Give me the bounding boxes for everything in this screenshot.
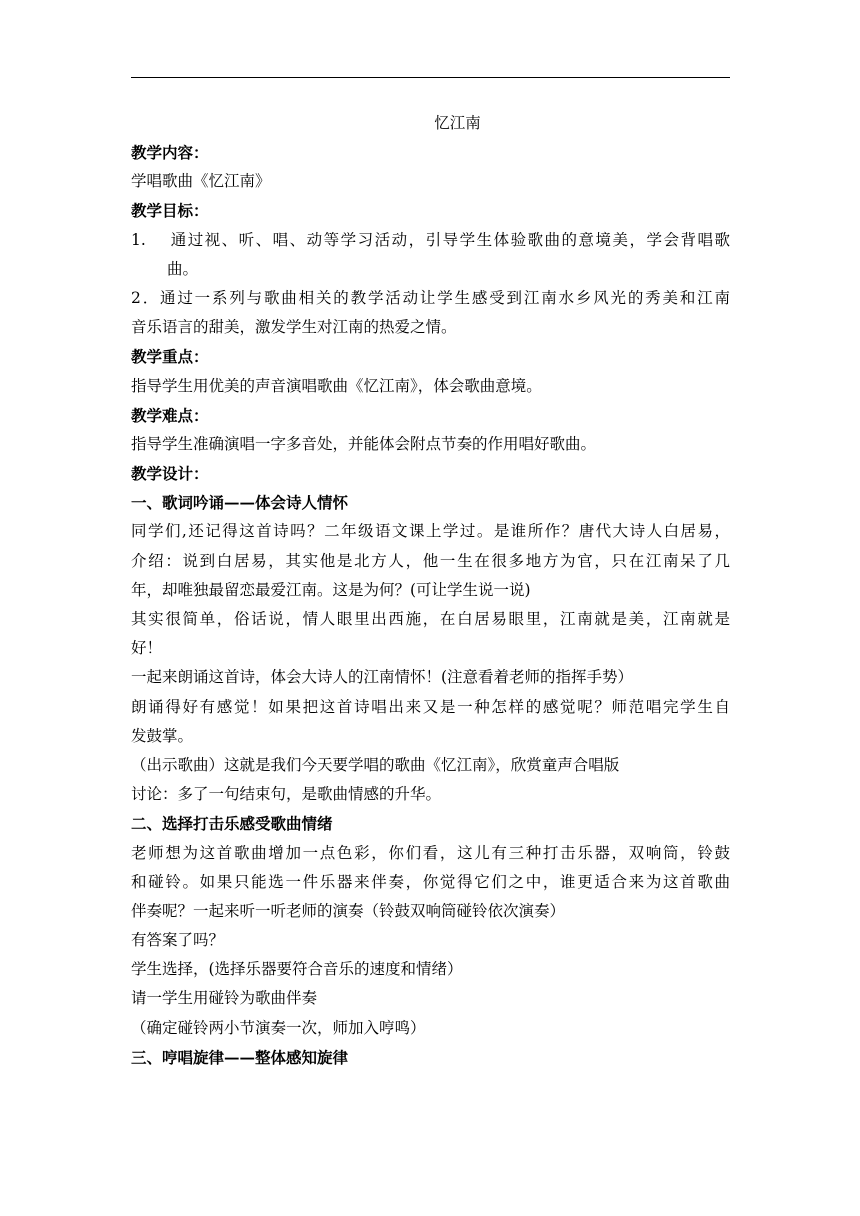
section-heading: 三、哼唱旋律——整体感知旋律 <box>131 1047 349 1067</box>
section-heading: 教学难点： <box>131 405 209 425</box>
document-lines <box>131 138 730 1072</box>
section-heading: 二、选择打击乐感受歌曲情绪 <box>131 814 333 834</box>
text-line: 其实很简单，俗话说，情人眼里出西施，在白居易眼里，江南就是美，江南就是 <box>131 610 730 628</box>
document-title: 忆江南 <box>434 114 481 132</box>
text-line: 讨论：多了一句结束句，是歌曲情感的升华。 <box>131 785 442 804</box>
text-line: 朗诵得好有感觉！如果把这首诗唱出来又是一种怎样的感觉呢？师范唱完学生自 <box>131 697 730 716</box>
text-line: 曲。 <box>167 259 199 278</box>
text-line: 年，却唯独最留恋最爱江南。这是为何？(可让学生说一说) <box>131 580 531 599</box>
text-line: 一起来朗诵这首诗，体会大诗人的江南情怀！(注意看着老师的指挥手势） <box>131 668 634 687</box>
text-line: 学唱歌曲《忆江南》 <box>131 172 271 191</box>
section-heading: 教学目标： <box>131 201 209 221</box>
text-line: 发鼓掌。 <box>131 726 194 745</box>
text-line: 指导学生用优美的声音演唱歌曲《忆江南》，体会歌曲意境。 <box>131 376 542 395</box>
text-line: 音乐语言的甜美，激发学生对江南的热爱之情。 <box>131 318 457 337</box>
text-line: 同学们,还记得这首诗吗？二年级语文课上学过。是谁所作？唐代大诗人白居易， <box>131 522 730 541</box>
text-line: （确定碰铃两小节演奏一次，师加入哼鸣） <box>131 1018 426 1037</box>
text-line: 老师想为这首歌曲增加一点色彩，你们看，这儿有三种打击乐器，双响筒，铃鼓 <box>131 843 730 862</box>
section-heading: 教学内容： <box>131 143 209 162</box>
text-line: 2．通过一系列与歌曲相关的教学活动让学生感受到江南水乡风光的秀美和江南 <box>131 288 730 307</box>
header-rule <box>131 77 730 78</box>
text-line: 和碰铃。如果只能选一件乐器来伴奏，你觉得它们之中，谁更适合来为这首歌曲 <box>131 872 730 891</box>
text-line: 学生选择，(选择乐器要符合音乐的速度和情绪） <box>131 960 463 979</box>
text-line: 1. 通过视、听、唱、动等学习活动，引导学生体验歌曲的意境美，学会背唱歌 <box>131 230 730 249</box>
text-line: 有答案了吗？ <box>131 931 225 950</box>
text-line: 伴奏呢？一起来听一听老师的演奏（铃鼓双响筒碰铃依次演奏） <box>131 901 566 920</box>
section-heading: 教学重点： <box>131 347 209 367</box>
text-line: 好！ <box>131 639 163 658</box>
text-line: （出示歌曲）这就是我们今天要学唱的歌曲《忆江南》，欣赏童声合唱版 <box>131 755 620 774</box>
section-heading: 一、歌词吟诵——体会诗人情怀 <box>131 493 349 513</box>
text-line: 指导学生准确演唱一字多音处，并能体会附点节奏的作用唱好歌曲。 <box>131 434 597 453</box>
text-line: 请一学生用碰铃为歌曲伴奏 <box>131 989 318 1008</box>
section-heading: 教学设计： <box>131 464 209 484</box>
text-line: 介绍：说到白居易，其实他是北方人，他一生在很多地方为官，只在江南呆了几 <box>131 551 730 570</box>
document-body <box>131 108 730 1072</box>
